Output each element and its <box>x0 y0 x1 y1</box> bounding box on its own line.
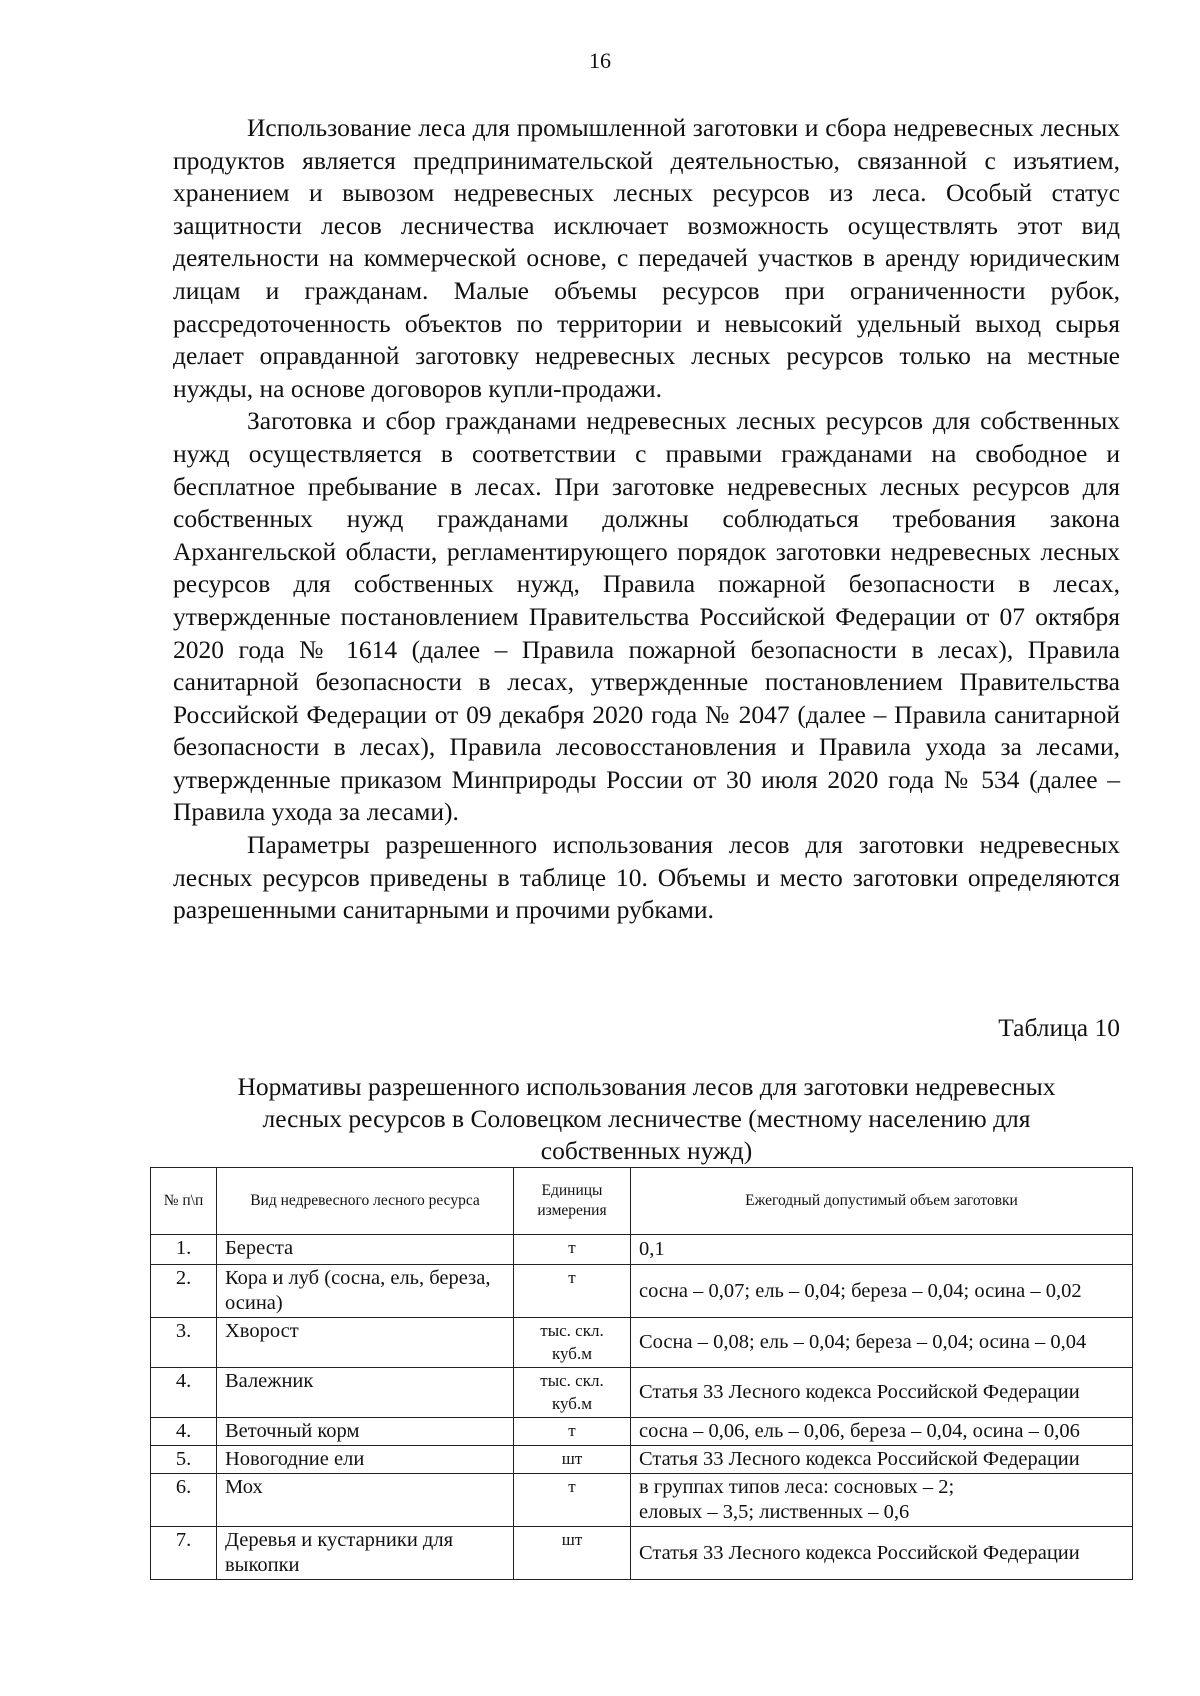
cell-volume-line: в группах типов леса: сосновых – 2; <box>639 1476 955 1498</box>
cell-volume: Сосна – 0,08; ель – 0,04; береза – 0,04; осина – 0,04 <box>631 1318 1133 1368</box>
header-unit: Единицы измерения <box>514 1168 631 1235</box>
cell-volume: Статья 33 Лесного кодекса Российской Федерации <box>631 1527 1133 1580</box>
cell-unit: тыс. скл. куб.м <box>514 1318 631 1368</box>
cell-volume: Статья 33 Лесного кодекса Российской Федерации <box>631 1446 1133 1474</box>
table-row <box>151 1265 1133 1318</box>
table-row <box>151 1527 1133 1580</box>
table-title-line: собственных нужд) <box>540 1136 753 1165</box>
table-title <box>173 1071 1120 1167</box>
table-header-row <box>151 1168 1133 1235</box>
paragraph: Использование леса для промышленной заготовки и сбора недревесных лесных продуктов является предпринимательской деятельностью, связанной с изъятием, хранением и вывозом недревесных лесных ресурсов из леса. Особый статус защитности лесов лесничества исключает возможность осуществлять этот вид деятельности на коммерческой основе, с передачей участков в аренду юридическим лицам и гражданам. Малые объемы ресурсов при ограниченности рубок, рассредоточенность объектов по территории и невысокий удельный выход сырья делает оправданной заготовку недревесных лесных ресурсов только на местные нужды, на основе договоров купли-продажи. <box>173 113 1120 403</box>
cell-unit: шт <box>514 1527 631 1580</box>
cell-unit: т <box>514 1235 631 1265</box>
cell-unit: тыс. скл. куб.м <box>514 1368 631 1418</box>
cell-volume: 0,1 <box>631 1235 1133 1265</box>
cell-num: 7. <box>151 1527 217 1580</box>
header-num: № п\п <box>151 1168 217 1235</box>
table-row <box>151 1368 1133 1418</box>
paragraph: Заготовка и сбор гражданами недревесных лесных ресурсов для собственных нужд осуществляется в соответствии с правыми гражданами на свободное и бесплатное пребывание в лесах. При заготовке недревесных лесных ресурсов для собственных нужд гражданами должны соблюдаться требования закона Архангельской области, регламентирующего порядок заготовки недревесных лесных ресурсов для собственных нужд, Правила пожарной безопасности в лесах, утвержденные постановлением Правительства Российской Федерации от 07 октября 2020 года № 1614 (далее – Правила пожарной безопасности в лесах), Правила санитарной безопасности в лесах, утвержденные постановлением Правительства Российской Федерации от 09 декабря 2020 года № 2047 (далее – Правила санитарной безопасности в лесах), Правила лесовосстановления и Правила ухода за лесами, утвержденные приказом Минприроды России от 30 июля 2020 года № 534 (далее – Правила ухода за лесами). <box>173 406 1120 827</box>
cell-num: 5. <box>151 1446 217 1474</box>
table-row <box>151 1418 1133 1446</box>
cell-resource: Кора и луб (сосна, ель, береза, осина) <box>217 1265 514 1318</box>
table-row <box>151 1474 1133 1527</box>
cell-unit: т <box>514 1418 631 1446</box>
cell-resource: Хворост <box>217 1318 514 1368</box>
table-row <box>151 1235 1133 1265</box>
header-resource: Вид недревесного лесного ресурса <box>217 1168 514 1235</box>
cell-unit: шт <box>514 1446 631 1474</box>
cell-resource: Береста <box>217 1235 514 1265</box>
cell-num: 6. <box>151 1474 217 1527</box>
cell-resource: Новогодние ели <box>217 1446 514 1474</box>
body-text <box>173 112 1120 927</box>
cell-resource: Деревья и кустарники для выкопки <box>217 1527 514 1580</box>
cell-num: 3. <box>151 1318 217 1368</box>
table-label: Таблица 10 <box>998 1013 1120 1042</box>
cell-resource: Мох <box>217 1474 514 1527</box>
cell-volume <box>631 1474 1133 1527</box>
table-row <box>151 1318 1133 1368</box>
page-number: 16 <box>589 48 611 73</box>
table-title-line: Нормативы разрешенного использования лесов для заготовки недревесных <box>237 1072 1056 1101</box>
cell-unit: т <box>514 1474 631 1527</box>
header-volume: Ежегодный допустимый объем заготовки <box>631 1168 1133 1235</box>
cell-num: 1. <box>151 1235 217 1265</box>
paragraph: Параметры разрешенного использования лесов для заготовки недревесных лесных ресурсов приведены в таблице 10. Объемы и место заготовки определяются разрешенными санитарными и прочими рубками. <box>173 830 1120 925</box>
table-row <box>151 1446 1133 1474</box>
cell-resource: Веточный корм <box>217 1418 514 1446</box>
cell-num: 2. <box>151 1265 217 1318</box>
cell-resource: Валежник <box>217 1368 514 1418</box>
norms-table <box>150 1167 1133 1580</box>
cell-unit: т <box>514 1265 631 1318</box>
table-title-line: лесных ресурсов в Соловецком лесничестве (местному населению для <box>262 1104 1031 1133</box>
cell-volume: сосна – 0,07; ель – 0,04; береза – 0,04; осина – 0,02 <box>631 1265 1133 1318</box>
cell-volume: сосна – 0,06, ель – 0,06, береза – 0,04, осина – 0,06 <box>631 1418 1133 1446</box>
cell-num: 4. <box>151 1418 217 1446</box>
cell-num: 4. <box>151 1368 217 1418</box>
cell-volume: Статья 33 Лесного кодекса Российской Федерации <box>631 1368 1133 1418</box>
cell-volume-line: еловых – 3,5; лиственных – 0,6 <box>639 1501 910 1523</box>
